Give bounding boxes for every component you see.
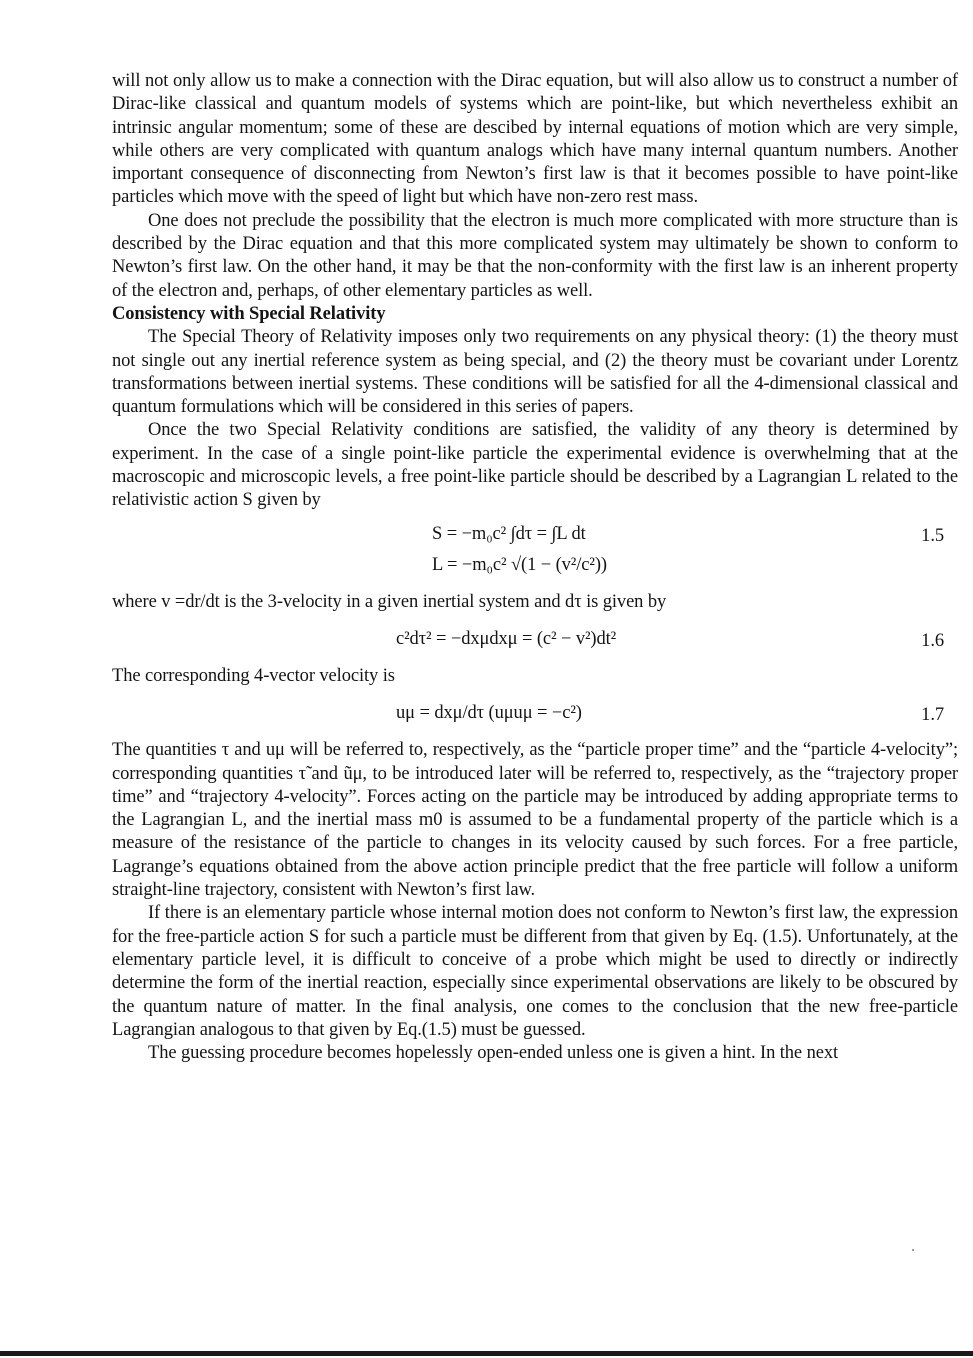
equation-action <box>112 523 958 554</box>
paragraph-proper-time-quantities: The quantities τ and uμ will be referred to, respectively, as the “particle proper time” and the “particle 4-velocity”; corresponding quantities τ̃ and ũμ, to be introduced later will be referred to, respectively, as the “trajectory proper time” and “trajectory 4-velocity”. Forces acting on the particle may be introduced by adding appropriate terms to the Lagrangian L, and the inertial mass m0 is assumed to be a fundamental property of the particle which is a measure of the resistance of the particle to changes in its velocity caused by such forces. For a free particle, Lagrange’s equations obtained from the above action principle predict that the free particle will follow a uniform straight-line trajectory, consistent with Newton’s first law. <box>112 740 958 901</box>
paragraph-special-relativity-requirements: The Special Theory of Relativity imposes only two requirements on any physical theory: (1) the theory must not single out any inertial reference system as being special, and (2) the theory must be covariant under Lorentz transformations between inertial systems. These conditions will be satisfied for all the 4-dimensional classical and quantum formulations which will be considered in this series of papers. <box>112 327 958 418</box>
equation-1-5-action: S = −m₀c² ∫dτ = ∫L dt <box>432 523 586 544</box>
equation-number-1-5: 1.5 <box>921 525 944 546</box>
equation-four-velocity-row <box>112 702 958 733</box>
paragraph-electron-structure: One does not preclude the possibility that the electron is much more complicated with more structure than is described by the Dirac equation and that this more complicated system may ultimately be shown to conform to Newton’s first law. On the other hand, it may be that the non-conformity with the first law is an inherent property of the electron and, perhaps, of other elementary particles as well. <box>112 210 958 301</box>
equation-1-5-lagrangian: L = −m₀c² √(1 − (v²/c²)) <box>432 554 607 575</box>
equation-proper-time-row <box>112 628 958 659</box>
paragraph-experimental-validity: Once the two Special Relativity conditions are satisfied, the validity of any theory is determined by experiment. In the case of a single point-like particle the experimental evidence is overwhelming that at the macroscopic and microscopic levels, a free point-like particle should be described by a Lagrangian L related to the relativistic action S given by <box>112 420 958 511</box>
equation-lagrangian <box>112 554 958 585</box>
page-bottom-edge <box>0 1351 973 1356</box>
section-heading: Consistency with Special Relativity <box>112 303 386 324</box>
paragraph-free-particle-action: If there is an elementary particle whose internal motion does not conform to Newton’s first law, the expression for the free-particle action S for such a particle must be different from that given by Eq. (1.5). Unfortunately, at the elementary particle level, it is difficult to conceive of a probe which might be used to directly or indirectly determine the form of the inertial reaction, especially since experimental observations are likely to be obscured by the quantum nature of matter. In the final analysis, one comes to the conclusion that the new free-particle Lagrangian analogous to that given by Eq.(1.5) must be guessed. <box>112 903 958 1040</box>
paragraph-four-velocity-intro: The corresponding 4-vector velocity is <box>112 665 395 686</box>
paragraph-velocity-definition: where v =dr/dt is the 3-velocity in a given inertial system and dτ is given by <box>112 591 667 612</box>
equation-1-7-four-velocity: uμ = dxμ/dτ (uμuμ = −c²) <box>396 703 582 724</box>
paragraph-guessing-procedure: The guessing procedure becomes hopelessly open-ended unless one is given a hint. In the next <box>148 1043 839 1064</box>
paragraph-intro-continuation: will not only allow us to make a connection with the Dirac equation, but will also allow us to construct a number of Dirac-like classical and quantum models of systems which are point-like, but which nevertheless exhibit an intrinsic angular momentum; some of these are descibed by internal equations of motion which are very simple, while others are very complicated with quantum analogs which have many internal quantum numbers. Another important consequence of disconnecting from Newton’s first law is that it becomes possible to have point-like particles which move with the speed of light but which have non-zero rest mass. <box>112 71 958 208</box>
scan-speck <box>912 1249 914 1251</box>
equation-number-1-6: 1.6 <box>921 630 944 651</box>
document-page <box>112 70 958 1065</box>
equation-1-6-proper-time: c²dτ² = −dxμdxμ = (c² − v²)dt² <box>396 628 617 649</box>
equation-number-1-7: 1.7 <box>921 705 944 726</box>
